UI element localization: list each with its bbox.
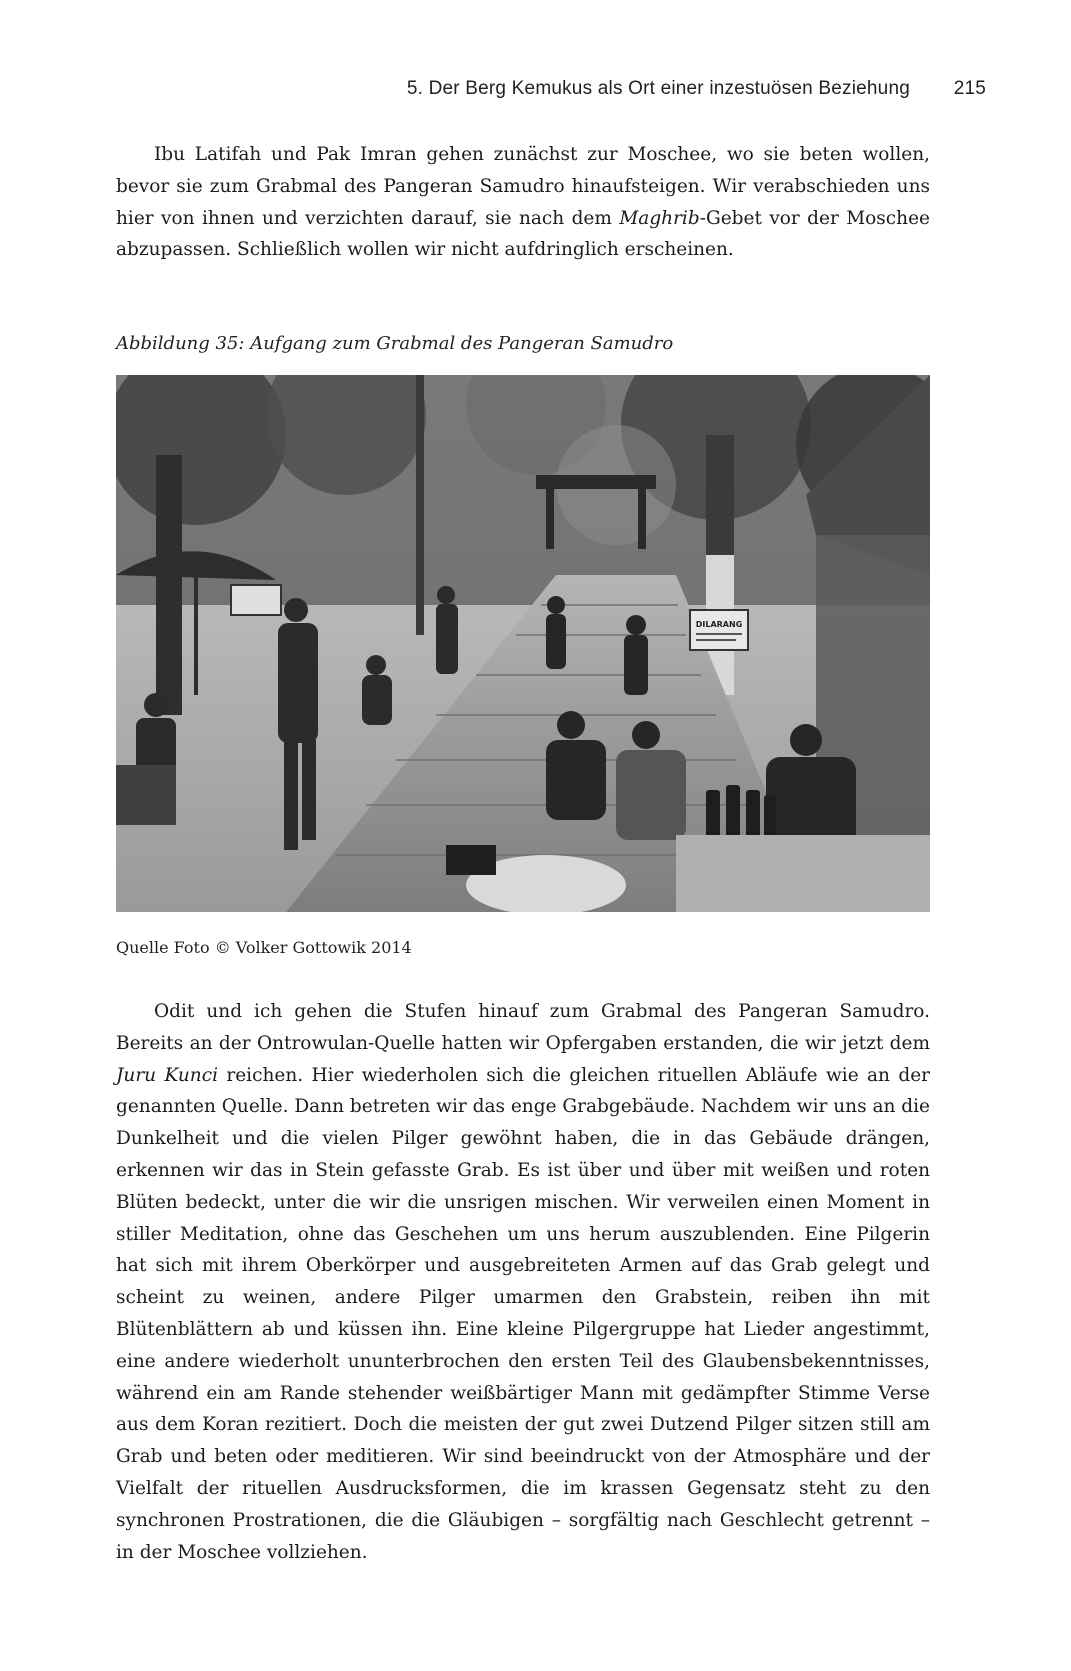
lamp-pole: [416, 375, 424, 635]
chapter-title: 5. Der Berg Kemukus als Ort einer inzestuösen Beziehung: [406, 78, 910, 99]
paragraph-1-part-a: Ibu Latifah und Pak Imran gehen zunächst zur Moschee, wo sie beten wollen, bevor sie zum Grabmal des Pangeran Samudro hinaufsteigen. Wir verabschieden uns hier von ihnen und verzichten darauf, sie nach dem: [116, 144, 930, 229]
figure-photo: [116, 375, 930, 912]
paragraph-2-part-b: reichen. Hier wiederholen sich die gleichen rituellen Abläufe wie an der genannten Quelle. Dann betreten wir das enge Grabgebäude. Nachdem wir uns an die Dunkelheit und die vielen Pilger gewöhnt haben, die in das Gebäude drängen, erkennen wir das in Stein gefasste Grab. Es ist über und über mit weißen und roten Blüten bedeckt, unter die wir die unsrigen mischen. Wir verweilen einen Moment in stiller Meditation, ohne das Geschehen um uns herum auszublenden. Eine Pilgerin hat sich mit ihrem Oberkörper und ausgebreiteten Armen auf das Grab gelegt und scheint zu weinen, andere Pilger umarmen den Grabstein, reiben ihn mit Blütenblättern ab und küssen ihn. Eine kleine Pilgergruppe hat Lieder angestimmt, eine andere wiederholt ununterbrochen den ersten Teil des Glaubensbekenntnisses, während ein am Rande stehender weißbärtiger Mann mit gedämpfter Stimme Verse aus dem Koran rezitiert. Doch die meisten der gut zwei Dutzend Pilger sitzen still am Grab und beten oder meditieren. Wir sind beeindruckt von der Atmosphäre und der Vielfalt der rituellen Ausdrucksformen, die im krassen Gegensatz steht zu den synchronen Prostrationen, die die Gläubigen – sorgfältig nach Geschlecht getrennt – in der Moschee vollziehen.: [116, 1064, 930, 1563]
paragraph-1-text: [116, 139, 930, 266]
tree-trunk-left: [156, 455, 182, 715]
vendor-table: [676, 835, 930, 912]
figure-caption: Abbildung 35: Aufgang zum Grabmal des Pangeran Samudro: [116, 333, 674, 354]
gate-roof: [536, 475, 656, 489]
paragraph-1-part-b: -Gebet vor der Moschee abzupassen. Schließlich wollen wir nicht aufdringlich erscheinen.: [116, 207, 930, 261]
paragraph-2-italic: Juru Kunci: [116, 1064, 218, 1086]
photo-credit: Quelle Foto © Volker Gottowik 2014: [116, 938, 412, 957]
sign-text: DILARANG: [695, 620, 743, 629]
paragraph-1: [116, 139, 930, 266]
paragraph-2-text: [116, 996, 930, 1568]
carried-box: [231, 585, 281, 615]
paragraph-2-part-a: Odit und ich gehen die Stufen hinauf zum Grabmal des Pangeran Samudro. Bereits an der Ontrowulan-Quelle hatten wir Opfergaben erstanden, die wir jetzt dem: [116, 1001, 930, 1054]
page-number: 215: [953, 78, 986, 99]
running-header: [116, 78, 986, 108]
photo-illustration: [116, 375, 930, 912]
sign-board: [690, 610, 748, 650]
paragraph-1-italic: Maghrib: [619, 207, 700, 229]
paragraph-2: [116, 996, 930, 1568]
